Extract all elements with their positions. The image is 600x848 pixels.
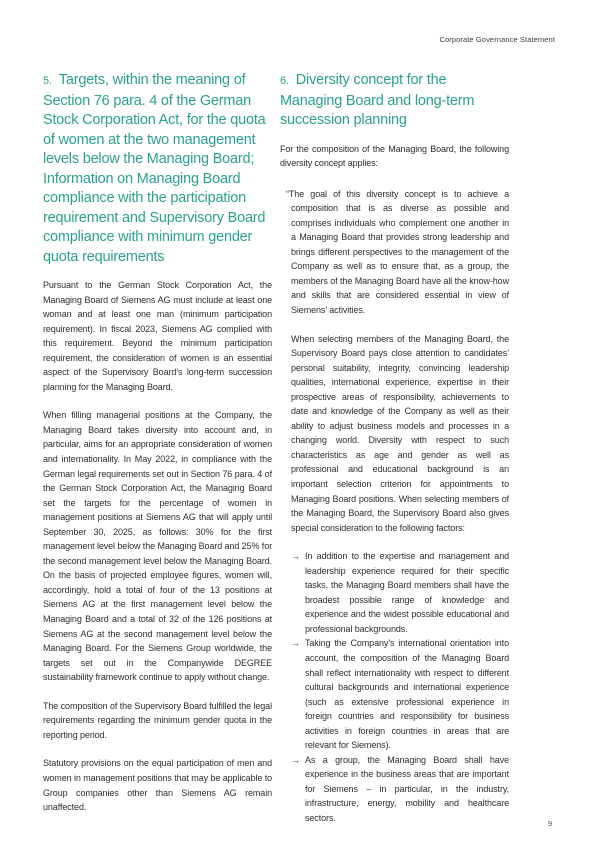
factor-item-text: As a group, the Managing Board shall have experience in the business areas that are important for Siemens – in particular, in the industry, infrastructure, energy, mobility and healthcare sectors.: [305, 754, 509, 824]
section-6-heading: [280, 71, 509, 131]
factor-item-text: Taking the Company’s international orientation into account, the composition of the Managing Board shall reflect internationality with respect to different cultural backgrounds and international experience (such as extensive professional experience in foreign countries and responsibility for business activities in foreign countries in areas that are relevant for Siemens).: [305, 638, 509, 751]
arrow-right-icon: →: [291, 754, 300, 765]
section-6-intro: For the composition of the Managing Board, the following diversity concept applies:: [280, 143, 509, 169]
quote-paragraph: “The goal of this diversity concept is to achieve a composition that is as diverse as possible and comprises individuals who complement one another in a Managing Board that provides strong leadership and brings different perspectives to the management of the Company as well as to ensure that, as a group, the members of the Managing Board have all the know-how and skills that are considered essential in view of Siemens’ activities.: [286, 188, 509, 315]
body-paragraph: The composition of the Supervisory Board fulfilled the legal requirements regarding the minimum gender quota in the reporting period.: [43, 700, 272, 740]
section-5-number: 5.: [43, 75, 52, 87]
body-paragraph: Statutory provisions on the equal participation of men and women in management positions that may be applicable to Group companies other than Siemens AG remain unaffected.: [43, 758, 272, 813]
factor-list: [291, 549, 509, 825]
section-6-heading-text: Diversity concept for the Managing Board and long-term succession planning: [280, 72, 475, 128]
section-6-number: 6.: [280, 75, 289, 87]
factor-item: [291, 549, 509, 636]
section-5-heading: [43, 71, 272, 267]
body-paragraph: Pursuant to the German Stock Corporation Act, the Managing Board of Siemens AG must include at least one woman and at least one man (minimum participation requirement). In fiscal 2023, Siemens AG complied with this requirement. Beyond the minimum participation requirement, the consideration of women is an essential aspect of the Supervisory Board’s long-term succession planning for the Managing Board.: [43, 280, 272, 392]
arrow-right-icon: →: [291, 638, 300, 649]
body-paragraph: When filling managerial positions at the Company, the Managing Board takes diversity into account and, in particular, aims for an appropriate consideration of women and internationality. In May 2022, in compliance with the German legal requirements set out in Section 76 para. 4 of the German Stock Corporation Act, the Managing Board set the targets for the percentage of women in management positions at Siemens AG that will apply until September 30, 2025, as follows: 30% for the first management level below the Managing Board and 25% for the second management level below the Managing Board. On the basis of projected employee figures, women will, accordingly, hold a total of four of the 13 positions at Siemens AG at the first management level below the Managing Board and a total of 32 of the 126 positions at Siemens AG at the second management level below the Managing Board. For the Siemens Group worldwide, the targets set out in the Companywide DEGREE sustainability framework continue to apply without change.: [43, 410, 272, 683]
two-column-content: [43, 71, 509, 829]
quote-paragraphs: [286, 187, 509, 536]
page-number: 9: [547, 819, 552, 828]
factor-item: [291, 753, 509, 826]
running-header: Corporate Governance Statement: [439, 35, 555, 44]
diversity-concept-quote: [286, 187, 509, 826]
factor-item-text: In addition to the expertise and management and leadership experience required for their specific tasks, the Managing Board members shall have the broadest possible range of knowledge and experience and the widest possible educational and professional backgrounds.: [305, 551, 509, 634]
right-column-section-6: [280, 71, 509, 829]
left-column-section-5: [43, 71, 272, 829]
factor-item: [291, 636, 509, 752]
section-5-heading-text: Targets, within the meaning of Section 76 para. 4 of the German Stock Corporation Act, for the quota of women at the two management levels below the Managing Board; Information on Managing Board compliance with the participation requirement and Supervisory Board compliance with minimum gender quota requirements: [43, 72, 266, 265]
section-5-body: [43, 278, 272, 815]
arrow-right-icon: →: [291, 551, 300, 562]
quote-paragraph: When selecting members of the Managing Board, the Supervisory Board pays close attention to candidates’ personal suitability, integrity, convincing leadership qualities, international experience, expertise in their prospective areas of responsibility, achievements to date and knowledge of the Company as well as their ability to adjust business models and processes in a changing world. Diversity with respect to such characteristics as age and gender as well as professional and educational background is an important selection criterion for appointments to Managing Board positions. When selecting members of the Managing Board, the Supervisory Board also gives special consideration to the following factors:: [291, 333, 509, 533]
